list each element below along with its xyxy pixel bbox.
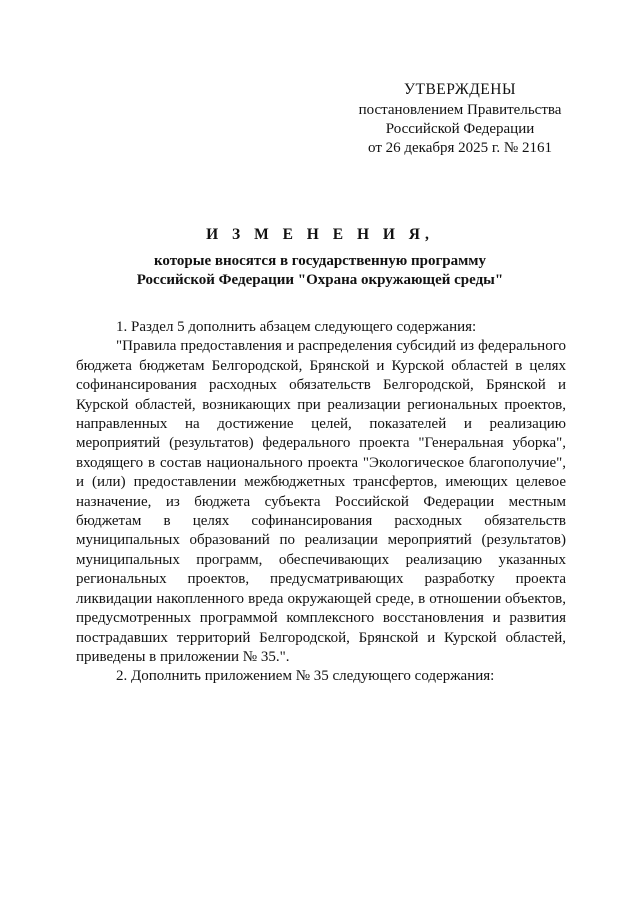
paragraph-item-1: 1. Раздел 5 дополнить абзацем следующего содержания: [116,319,477,335]
approval-stamp [330,80,590,158]
document-title-block [60,226,580,290]
approval-heading: УТВЕРЖДЕНЫ [404,81,516,98]
approval-line-government: Российской Федерации [385,121,535,137]
document-title: И З М Е Н Е Н И Я, [206,226,434,243]
paragraph-item-2: 2. Дополнить приложением № 35 следующего содержания: [116,668,495,685]
approval-line-date-number: от 26 декабря 2025 г. № 2161 [368,140,552,156]
paragraph-quoted-text: "Правила предоставления и распределения субсидий из федерального бюджета бюджетам Белгородской, Брянской и Курской областей в целях софинансирования расходных обязательств Белгородской, Брянской и Курской областей, возникающих при реализации региональных проектов, направленных на достижение целей, показателей и реализацию мероприятий (результатов) федерального проекта "Генеральная уборка", входящего в состав национального проекта "Экологическое благополучие", и (или) предоставлении межбюджетных трансфертов, имеющих целевое назначение, из бюджета субъекта Российской Федерации местным бюджетам в целях софинансирования расходных обязательств муниципальных образований по реализации мероприятий (результатов) муниципальных программ, обеспечивающих реализацию указанных региональных проектов, предусматривающих разработку проекта ликвидации накопленного вреда окружающей среде, в отношении объектов, предусмотренных программой комплексного восстановления и развития пострадавших территорий Белгородской, Брянской и Курской областей, приведены в приложении № 35.". [76,338,566,665]
approval-line-resolution: постановлением Правительства [358,102,562,118]
document-subtitle-line-2: Российской Федерации "Охрана окружающей среды" [136,272,504,288]
document-body [76,318,566,687]
document-subtitle-line-1: которые вносятся в государственную программу [153,253,487,269]
